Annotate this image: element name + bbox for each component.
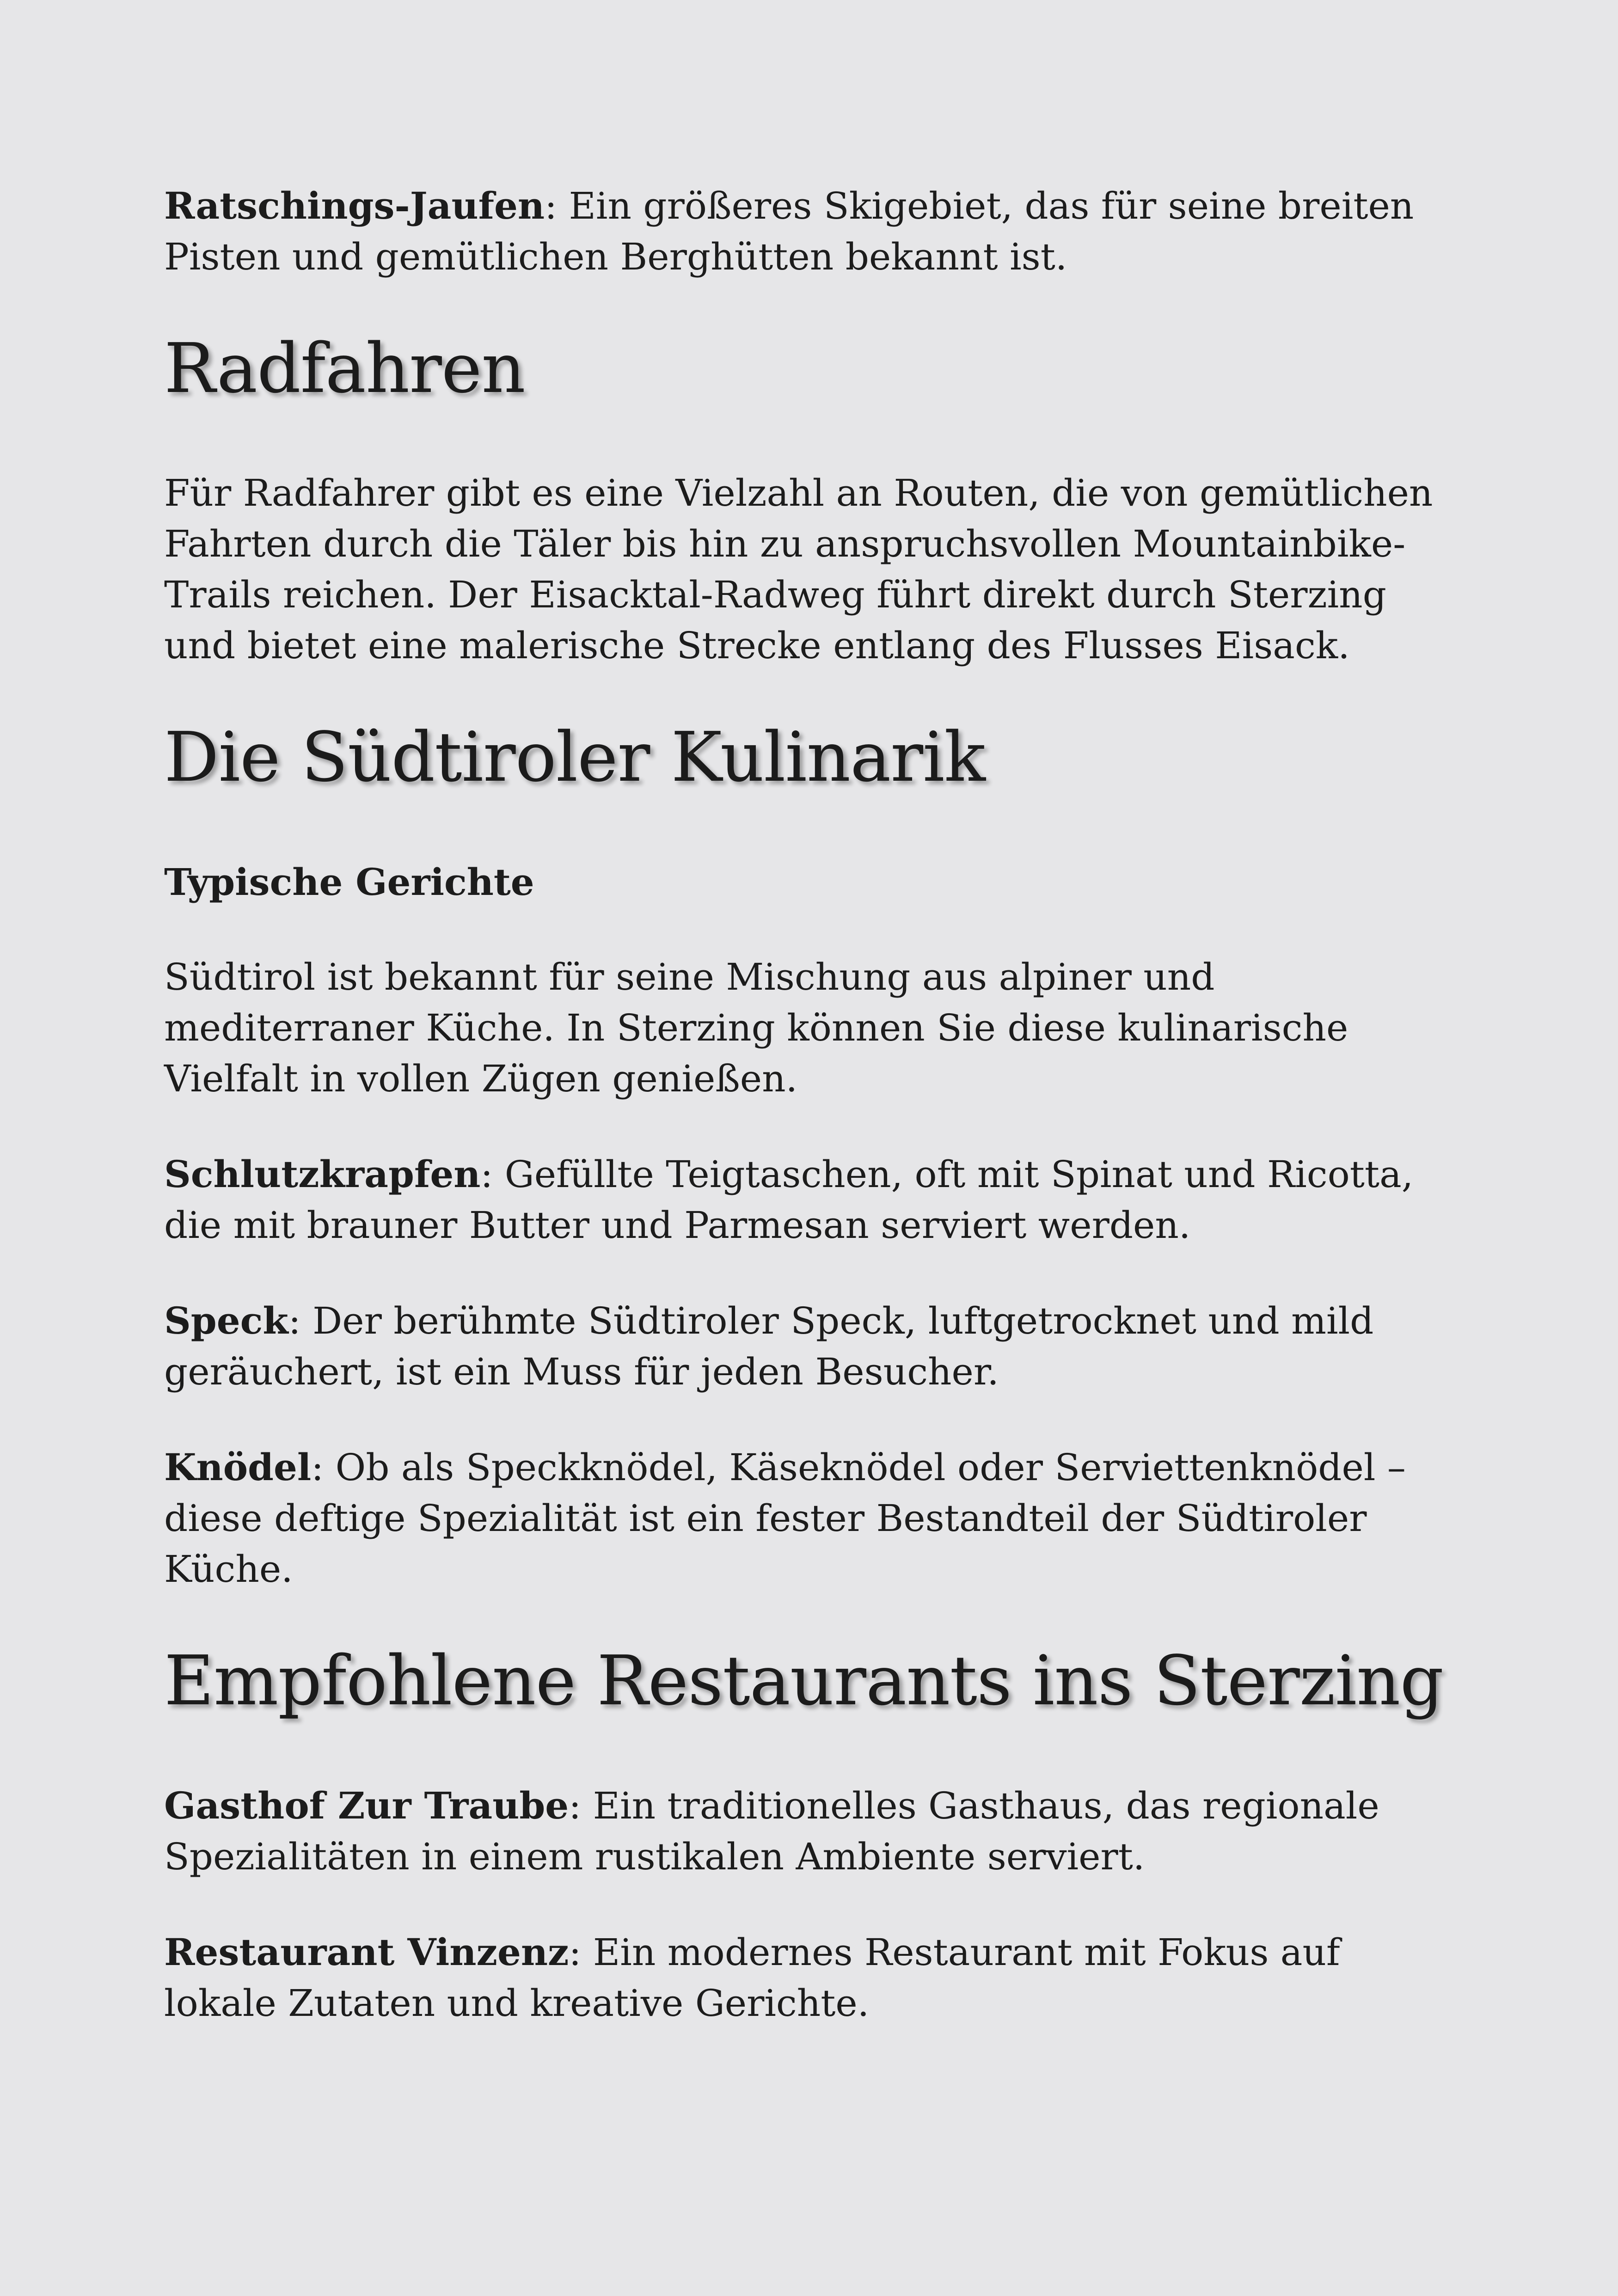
document-page	[164, 180, 1459, 2073]
heading-kulinarik: Die Südtiroler Kulinarik	[164, 717, 986, 797]
term-speck: Speck	[164, 1299, 288, 1342]
paragraph-restaurant-vinzenz	[164, 1927, 1459, 2029]
description-restaurant-vinzenz: : Ein modernes Restaurant mit Fokus auf lokale Zutaten und kreative Gerichte.	[164, 1931, 1340, 2025]
term-restaurant-vinzenz: Restaurant Vinzenz	[164, 1930, 569, 1974]
paragraph-speck	[164, 1295, 1459, 1397]
heading-restaurants: Empfohlene Restaurants ins Sterzing	[164, 1641, 1444, 1720]
subheading-typische-gerichte: Typische Gerichte	[164, 860, 534, 904]
description-knoedel: : Ob als Speckknödel, Käseknödel oder Serviettenknödel – diese deftige Spezialität ist ein fester Bestandteil der Südtiroler Küche.	[164, 1446, 1406, 1591]
term-knoedel: Knödel	[164, 1445, 312, 1489]
paragraph-ratschings-jaufen	[164, 180, 1459, 282]
description-gasthof-zur-traube: : Ein traditionelles Gasthaus, das regionale Spezialitäten in einem rustikalen Ambiente serviert.	[164, 1784, 1379, 1878]
paragraph-gerichte-intro: Südtirol ist bekannt für seine Mischung aus alpiner und mediterraner Küche. In Sterzing können Sie diese kulinarische Vielfalt in vollen Zügen genießen.	[164, 955, 1348, 1100]
heading-radfahren: Radfahren	[164, 329, 525, 408]
description-schlutzkrapfen: : Gefüllte Teigtaschen, oft mit Spinat und Ricotta, die mit brauner Butter und Parmesan serviert werden.	[164, 1153, 1414, 1247]
paragraph-radfahren: Für Radfahrer gibt es eine Vielzahl an Routen, die von gemütlichen Fahrten durch die Täler bis hin zu anspruchsvollen Mountainbike-Trails reichen. Der Eisacktal-Radweg führt direkt durch Sterzing und bietet eine malerische Strecke entlang des Flusses Eisack.	[164, 471, 1433, 667]
term-schlutzkrapfen: Schlutzkrapfen	[164, 1152, 481, 1196]
term-gasthof-zur-traube: Gasthof Zur Traube	[164, 1784, 569, 1827]
paragraph-gasthof-zur-traube	[164, 1780, 1459, 1882]
paragraph-knoedel	[164, 1442, 1459, 1595]
paragraph-schlutzkrapfen	[164, 1149, 1459, 1251]
description-speck: : Der berühmte Südtiroler Speck, luftgetrocknet und mild geräuchert, ist ein Muss für jeden Besucher.	[164, 1299, 1374, 1393]
term-ratschings-jaufen: Ratschings-Jaufen	[164, 184, 545, 227]
description-ratschings-jaufen: : Ein größeres Skigebiet, das für seine breiten Pisten und gemütlichen Berghütten bekannt ist.	[164, 184, 1414, 278]
